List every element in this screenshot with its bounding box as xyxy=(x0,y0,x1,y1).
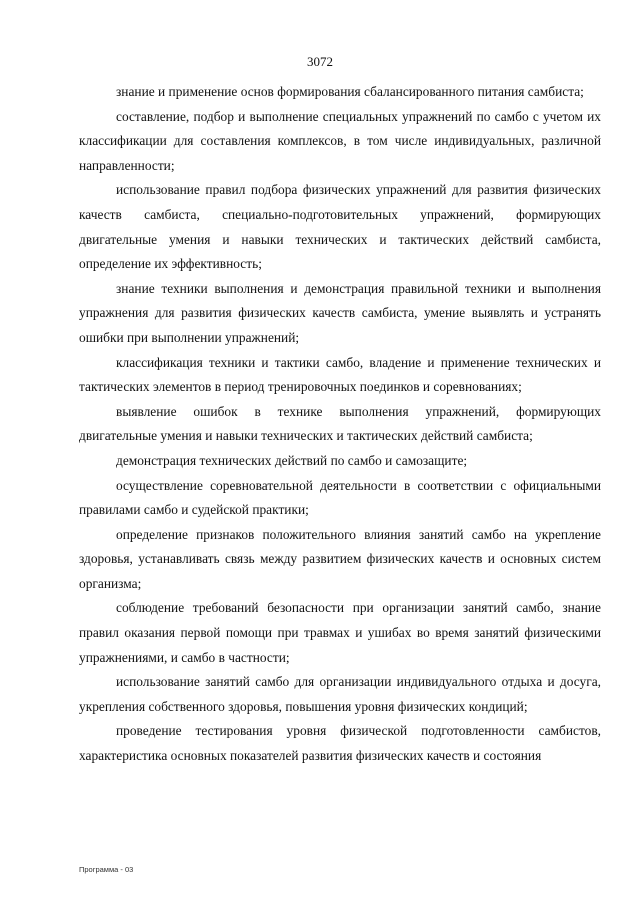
paragraph: определение признаков положительного влияния занятий самбо на укрепление здоровья, устанавливать связь между развитием физических качеств и основных систем организма; xyxy=(79,526,601,591)
footer-label: Программа - 03 xyxy=(79,865,134,874)
body-text xyxy=(79,80,601,769)
paragraph: составление, подбор и выполнение специальных упражнений по самбо с учетом их классификации для составления комплексов, в том числе индивидуальных, различной направленности; xyxy=(79,108,601,173)
paragraph: классификация техники и тактики самбо, владение и применение технических и тактических элементов в период тренировочных поединков и соревнованиях; xyxy=(79,354,601,395)
paragraph: соблюдение требований безопасности при организации занятий самбо, знание правил оказания первой помощи при травмах и ушибах во время занятий физическими упражнениями, и самбо в частности; xyxy=(79,600,601,665)
page-number: 3072 xyxy=(307,54,333,69)
paragraph: использование правил подбора физических упражнений для развития физических качеств самбиста, специально-подготовительных упражнений, формирующих двигательные умения и навыки технических и тактических действий самбиста, определение их эффективность; xyxy=(79,182,601,272)
paragraph: проведение тестирования уровня физической подготовленности самбистов, характеристика основных показателей развития физических качеств и состояния xyxy=(79,723,601,764)
paragraph: знание техники выполнения и демонстрация правильной техники и выполнения упражнения для развития физических качеств самбиста, умение выявлять и устранять ошибки при выполнении упражнений; xyxy=(79,280,601,345)
paragraph: использование занятий самбо для организации индивидуального отдыха и досуга, укрепления собственного здоровья, повышения уровня физических кондиций; xyxy=(79,674,601,714)
paragraph: демонстрация технических действий по самбо и самозащите; xyxy=(116,452,468,468)
paragraph: осуществление соревновательной деятельности в соответствии с официальными правилами самбо и судейской практики; xyxy=(79,477,601,518)
paragraph: выявление ошибок в технике выполнения упражнений, формирующих двигательные умения и навыки технических и тактических действий самбиста; xyxy=(79,403,601,444)
paragraph: знание и применение основ формирования сбалансированного питания самбиста; xyxy=(116,84,584,99)
